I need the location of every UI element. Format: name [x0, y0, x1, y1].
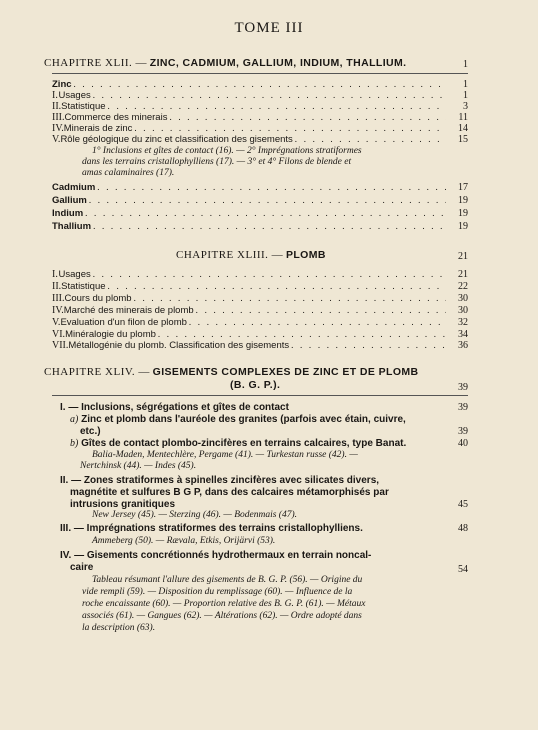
- chapter-44-label: CHAPITRE XLIV. —: [44, 366, 150, 378]
- leader-dots: [97, 182, 446, 192]
- toc-row-number: VI.: [52, 329, 66, 340]
- toc-subentry: Nertchinsk (44). — Indes (45).: [80, 461, 197, 471]
- toc-row-page: 1: [463, 90, 468, 101]
- toc-row: [52, 329, 468, 340]
- toc-row-number: V.: [52, 134, 61, 145]
- chapter-44-title: GISEMENTS COMPLEXES DE ZINC ET DE PLOMB: [152, 366, 419, 378]
- toc-row-number: II.: [52, 101, 62, 112]
- toc-row-label: Usages: [58, 90, 91, 101]
- section-1b-text: Gîtes de contact plombo-zincifères en terrains calcaires, type Banat.: [81, 438, 407, 449]
- toc-row-page: 32: [458, 317, 468, 328]
- leader-dots: [93, 269, 446, 279]
- toc-row-page: 3: [463, 101, 468, 112]
- toc-row-page: 14: [458, 123, 468, 134]
- leader-dots: [169, 112, 446, 122]
- toc-row-label: Métallogénie du plomb. Classification des gisements: [68, 340, 290, 351]
- toc-row-page: 19: [458, 195, 468, 206]
- toc-row-page: 30: [458, 305, 468, 316]
- toc-row-page: 22: [458, 281, 468, 292]
- section-4-line1: IV. — Gisements concrétionnés hydrothermaux en terrain noncal-: [60, 550, 372, 561]
- leader-dots: [291, 340, 446, 350]
- toc-row: [52, 112, 468, 123]
- chapter-42-page: 1: [463, 59, 468, 70]
- section-1a-line2: etc.): [80, 426, 101, 437]
- toc-row-label: Statistique: [61, 281, 106, 292]
- toc-row-label: Usages: [58, 269, 91, 280]
- toc-subentry: roche encaissante (60). — Proportion relative des B. G. P. (61). — Métaux: [82, 599, 366, 609]
- toc-row-number: I.: [52, 90, 58, 101]
- chapter-43-label: CHAPITRE XLIII. —: [176, 249, 284, 261]
- toc-row-label: Indium: [52, 208, 84, 219]
- toc-row: [52, 305, 468, 316]
- leader-dots: [108, 281, 446, 291]
- leader-dots: [134, 123, 446, 133]
- toc-row-cadmium: [52, 182, 468, 193]
- toc-row: [52, 269, 468, 280]
- toc-row-page: 11: [458, 112, 468, 123]
- toc-row-page: 34: [458, 329, 468, 340]
- section-1b-letter: b): [70, 438, 79, 449]
- leader-dots: [134, 293, 446, 303]
- toc-row-page: 17: [458, 182, 468, 193]
- toc-row-label: Thallium: [52, 221, 92, 232]
- leader-dots: [93, 221, 446, 231]
- toc-subentry: New Jersey (45). — Sterzing (46). — Bodenmais (47).: [92, 510, 298, 520]
- toc-subentry: Balia-Maden, Mentechlère, Pergame (41). — Turkestan russe (42). —: [92, 450, 358, 460]
- toc-row: [52, 340, 468, 351]
- chapter-42-label: CHAPITRE XLII. —: [44, 57, 148, 69]
- toc-row-number: IV.: [52, 123, 64, 134]
- toc-subentry: Tableau résumant l'allure des gisements de B. G. P. (56). — Origine du: [92, 575, 363, 585]
- chapter-43-heading: [176, 249, 376, 261]
- toc-row-gallium: [52, 195, 468, 206]
- section-1b-page: 40: [458, 438, 468, 449]
- toc-row-page: 21: [458, 269, 468, 280]
- toc-row: [52, 317, 468, 328]
- chapter-44-rule: [52, 395, 468, 396]
- toc-row: [52, 123, 468, 134]
- chapter-44-title-line2: [230, 379, 350, 391]
- toc-row-number: V.: [52, 317, 61, 328]
- section-2-line3: intrusions granitiques: [70, 499, 176, 510]
- leader-dots: [295, 134, 446, 144]
- toc-row-label: Cadmium: [52, 182, 96, 193]
- section-2-line1: II. — Zones stratiformes à spinelles zincifères avec silicates divers,: [60, 475, 380, 486]
- toc-subentry: associés (61). — Gangues (62). — Altérations (62). — Ordre adopté dans: [82, 611, 362, 621]
- toc-row: [52, 134, 468, 145]
- toc-row: [52, 101, 468, 112]
- toc-subentry: amas calaminaires (17).: [82, 168, 175, 178]
- chapter-42-rule: [52, 73, 468, 74]
- leader-dots: [74, 79, 446, 89]
- section-1a-line1: [70, 414, 406, 426]
- toc-row-page: 19: [458, 208, 468, 219]
- toc-subentry: Ammeberg (50). — Rævala, Etkis, Orijärvi (53).: [92, 536, 276, 546]
- toc-subentry: dans les terrains cristallophylliens (17). — 3° et 4° Filons de blende et: [82, 157, 352, 167]
- section-3-page: 48: [458, 523, 468, 534]
- toc-row-label: Cours du plomb: [64, 293, 132, 304]
- leader-dots: [196, 305, 446, 315]
- toc-row-label: Gallium: [52, 195, 87, 206]
- section-1-page: 39: [458, 402, 468, 413]
- chapter-43-title: PLOMB: [285, 249, 326, 261]
- toc-row-number: III.: [52, 112, 65, 123]
- section-1a-page: 39: [458, 426, 468, 437]
- section-1a-letter: a): [70, 414, 79, 425]
- toc-row-page: 19: [458, 221, 468, 232]
- toc-row-page: 36: [458, 340, 468, 351]
- toc-row-label: Statistique: [61, 101, 106, 112]
- toc-row: [52, 293, 468, 304]
- toc-row-label: Zinc: [52, 79, 72, 90]
- leader-dots: [89, 195, 446, 205]
- leader-dots: [93, 90, 446, 100]
- chapter-44-heading: [44, 366, 474, 378]
- toc-row-label: Marché des minerais de plomb: [63, 305, 194, 316]
- leader-dots: [158, 329, 446, 339]
- section-2-line2: magnétite et sulfures B G P, dans des calcaires métamorphisés par: [70, 487, 389, 498]
- toc-row-label: Commerce des minerais: [64, 112, 168, 123]
- section-4-page: 54: [458, 564, 468, 575]
- leader-dots: [189, 317, 446, 327]
- section-2-page: 45: [458, 499, 468, 510]
- leader-dots: [85, 208, 446, 218]
- chapter-44-page: 39: [458, 382, 468, 393]
- toc-row-number: I.: [52, 269, 58, 280]
- toc-row-label: Minéralogie du plomb: [65, 329, 156, 340]
- toc-row: [52, 90, 468, 101]
- section-1-heading: I. — Inclusions, ségrégations et gîtes de contact: [60, 402, 289, 413]
- toc-row-page: 15: [458, 134, 468, 145]
- toc-row-indium: [52, 208, 468, 219]
- chapter-42-title: ZINC, CADMIUM, GALLIUM, INDIUM, THALLIUM.: [149, 57, 407, 69]
- toc-subentry: vide rempli (59). — Disposition du remplissage (60). — Influence de la: [82, 587, 353, 597]
- toc-row-number: IV.: [52, 305, 64, 316]
- chapter-43-page: 21: [458, 251, 468, 262]
- chapter-42-heading: [44, 57, 474, 69]
- toc-row-number: II.: [52, 281, 62, 292]
- toc-row-zinc: [52, 79, 468, 90]
- toc-row-label: Minerais de zinc: [63, 123, 133, 134]
- toc-row-page: 1: [463, 79, 468, 90]
- toc-row-label: Rôle géologique du zinc et classification des gisements: [60, 134, 293, 145]
- toc-row-label: Evaluation d'un filon de plomb: [60, 317, 187, 328]
- toc-row-thallium: [52, 221, 468, 232]
- toc-row: [52, 281, 468, 292]
- page-header: TOME III: [234, 20, 304, 36]
- section-1b-line1: [70, 438, 406, 450]
- chapter-44-title-cont: (B. G. P.).: [230, 379, 281, 391]
- toc-row-page: 30: [458, 293, 468, 304]
- toc-row-number: VII.: [52, 340, 69, 351]
- section-4-line2: caire: [70, 562, 94, 573]
- toc-subentry: 1° Inclusions et gîtes de contact (16). — 2° Imprégnations stratiformes: [92, 146, 362, 156]
- toc-row-number: III.: [52, 293, 65, 304]
- section-1a-text: Zinc et plomb dans l'auréole des granites (parfois avec étain, cuivre,: [81, 414, 406, 425]
- section-3-heading: III. — Imprégnations stratiformes des terrains cristallophylliens.: [60, 523, 363, 534]
- toc-subentry: la description (63).: [82, 623, 156, 633]
- leader-dots: [108, 101, 446, 111]
